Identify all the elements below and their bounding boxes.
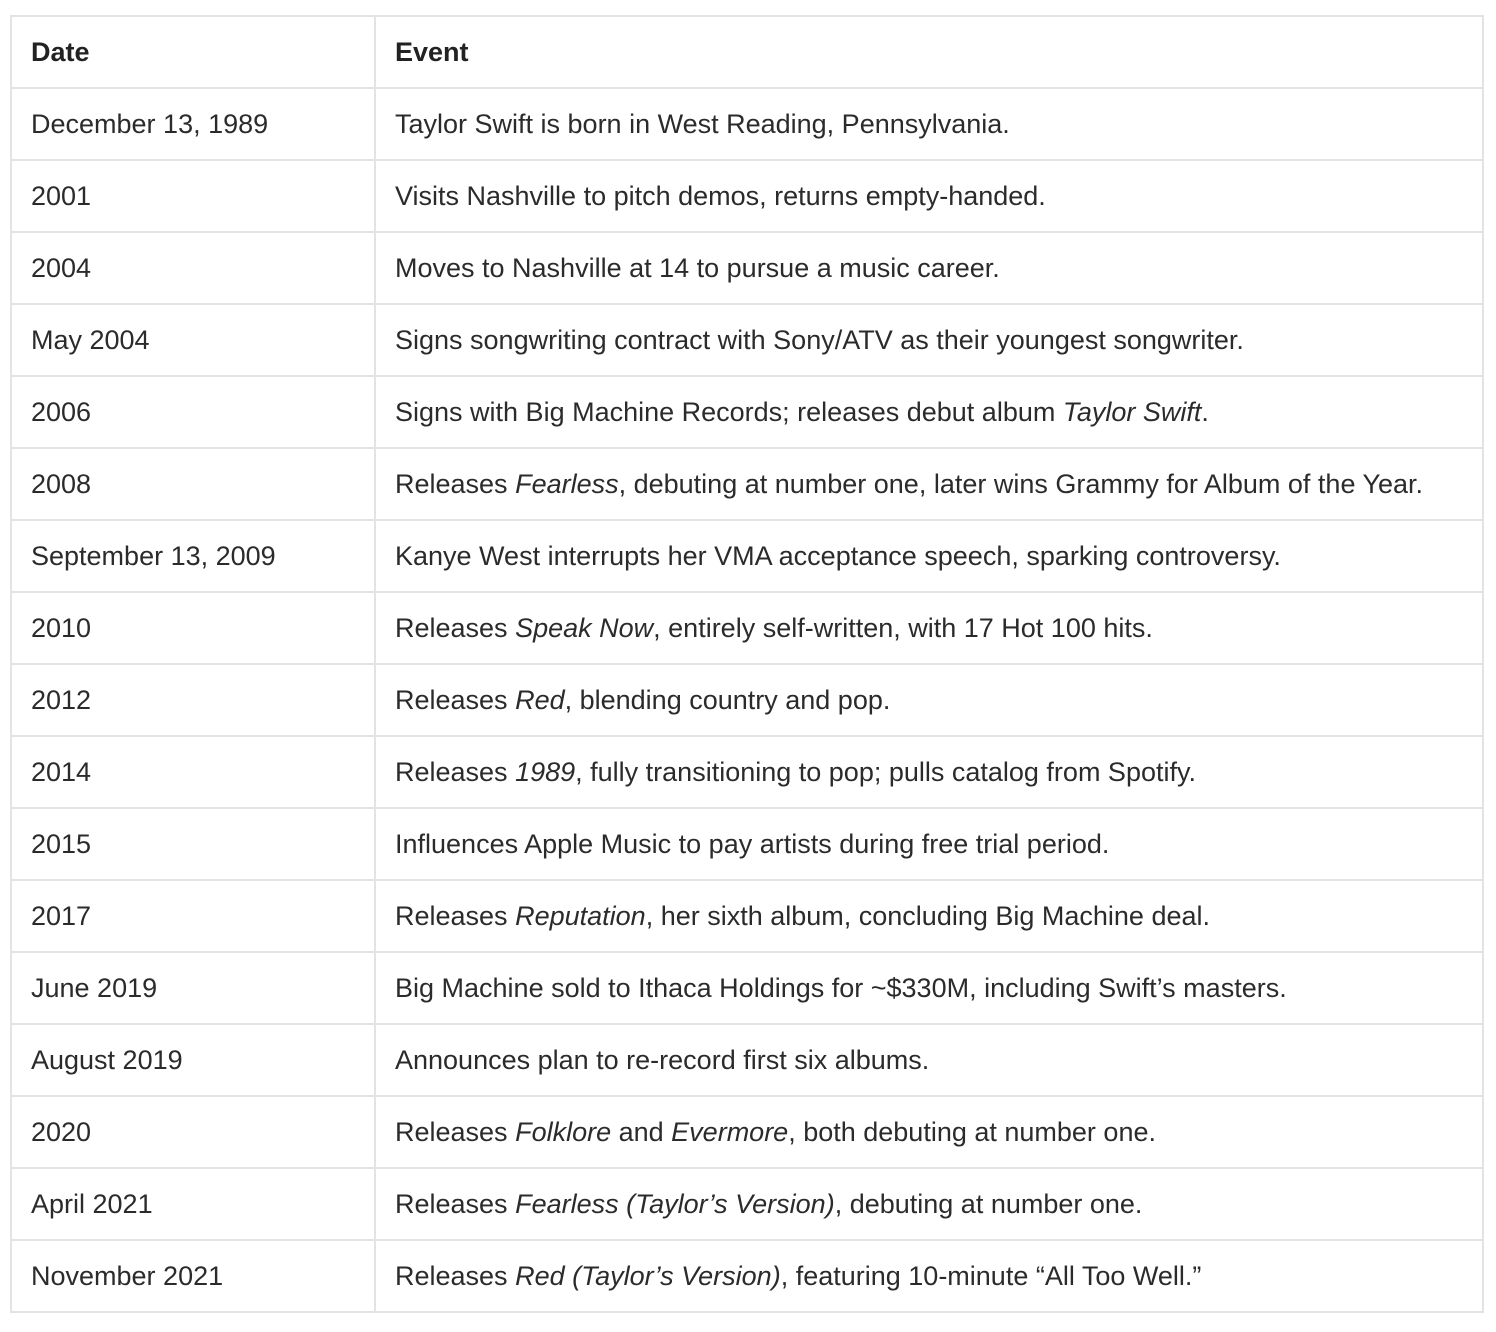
event-text: Releases (395, 613, 516, 643)
event-text: , debuting at number one. (834, 1189, 1143, 1219)
column-header-event: Event (375, 16, 1483, 88)
album-title: Fearless (Taylor’s Version) (515, 1189, 835, 1219)
event-cell (375, 304, 1483, 376)
event-text: Kanye West interrupts her VMA acceptance speech, sparking controversy. (395, 541, 1281, 571)
header-row (11, 16, 1483, 88)
event-cell (375, 808, 1483, 880)
table-row (11, 160, 1483, 232)
event-text: Moves to Nashville at 14 to pursue a music career. (395, 253, 1000, 283)
event-text: , fully transitioning to pop; pulls catalog from Spotify. (575, 757, 1196, 787)
album-title: Evermore (671, 1117, 789, 1147)
table-row (11, 304, 1483, 376)
event-cell (375, 664, 1483, 736)
date-cell: April 2021 (11, 1168, 375, 1240)
event-text: , featuring 10-minute “All Too Well.” (780, 1261, 1202, 1291)
date-cell: 2010 (11, 592, 375, 664)
event-cell (375, 376, 1483, 448)
event-text: Releases (395, 757, 516, 787)
table-row (11, 376, 1483, 448)
date-cell: 2020 (11, 1096, 375, 1168)
table-row (11, 88, 1483, 160)
table-row (11, 1096, 1483, 1168)
event-text: , entirely self-written, with 17 Hot 100 hits. (653, 613, 1153, 643)
event-cell (375, 520, 1483, 592)
event-text: Visits Nashville to pitch demos, returns empty-handed. (395, 181, 1046, 211)
event-cell (375, 1168, 1483, 1240)
event-text: Big Machine sold to Ithaca Holdings for ~$330M, including Swift’s masters. (395, 973, 1287, 1003)
column-header-date: Date (11, 16, 375, 88)
event-cell (375, 232, 1483, 304)
event-cell (375, 880, 1483, 952)
table-header (11, 16, 1483, 88)
event-cell (375, 1096, 1483, 1168)
event-text: Announces plan to re-record first six albums. (395, 1045, 930, 1075)
event-text: , debuting at number one, later wins Grammy for Album of the Year. (618, 469, 1424, 499)
event-cell (375, 1240, 1483, 1312)
table-body (11, 88, 1483, 1312)
table-row (11, 880, 1483, 952)
event-cell (375, 1024, 1483, 1096)
event-cell (375, 448, 1483, 520)
event-text: Releases (395, 1117, 516, 1147)
event-text: Influences Apple Music to pay artists during free trial period. (395, 829, 1110, 859)
event-text: Taylor Swift is born in West Reading, Pennsylvania. (395, 109, 1010, 139)
date-cell: 2015 (11, 808, 375, 880)
album-title: Speak Now (515, 613, 654, 643)
album-title: Taylor Swift (1062, 397, 1202, 427)
album-title: Folklore (515, 1117, 612, 1147)
album-title: 1989 (515, 757, 576, 787)
date-cell: August 2019 (11, 1024, 375, 1096)
event-text: Releases (395, 901, 516, 931)
timeline-table (10, 15, 1484, 1313)
table-row (11, 232, 1483, 304)
event-text: Releases (395, 1261, 516, 1291)
date-cell: 2008 (11, 448, 375, 520)
date-cell: June 2019 (11, 952, 375, 1024)
event-cell (375, 592, 1483, 664)
event-text: and (611, 1117, 672, 1147)
date-cell: 2006 (11, 376, 375, 448)
event-text: Releases (395, 469, 516, 499)
table-row (11, 1240, 1483, 1312)
event-text: , her sixth album, concluding Big Machine deal. (645, 901, 1210, 931)
album-title: Red (515, 685, 565, 715)
event-cell (375, 88, 1483, 160)
date-cell: 2001 (11, 160, 375, 232)
event-text: Releases (395, 1189, 516, 1219)
table-row (11, 664, 1483, 736)
date-cell: December 13, 1989 (11, 88, 375, 160)
date-cell: September 13, 2009 (11, 520, 375, 592)
date-cell: 2004 (11, 232, 375, 304)
event-text: , blending country and pop. (564, 685, 891, 715)
date-cell: 2012 (11, 664, 375, 736)
date-cell: May 2004 (11, 304, 375, 376)
table-row (11, 736, 1483, 808)
date-cell: November 2021 (11, 1240, 375, 1312)
event-text: Signs with Big Machine Records; releases debut album (395, 397, 1063, 427)
event-cell (375, 160, 1483, 232)
event-cell (375, 952, 1483, 1024)
table-row (11, 1168, 1483, 1240)
table-row (11, 592, 1483, 664)
table-row (11, 520, 1483, 592)
table-row (11, 952, 1483, 1024)
event-text: , both debuting at number one. (788, 1117, 1156, 1147)
album-title: Red (Taylor’s Version) (515, 1261, 781, 1291)
event-text: . (1201, 397, 1209, 427)
date-cell: 2014 (11, 736, 375, 808)
album-title: Reputation (515, 901, 646, 931)
table-row (11, 448, 1483, 520)
timeline-table-container (10, 15, 1482, 1313)
album-title: Fearless (515, 469, 619, 499)
event-cell (375, 736, 1483, 808)
event-text: Releases (395, 685, 516, 715)
date-cell: 2017 (11, 880, 375, 952)
event-text: Signs songwriting contract with Sony/ATV as their youngest songwriter. (395, 325, 1244, 355)
table-row (11, 808, 1483, 880)
table-row (11, 1024, 1483, 1096)
